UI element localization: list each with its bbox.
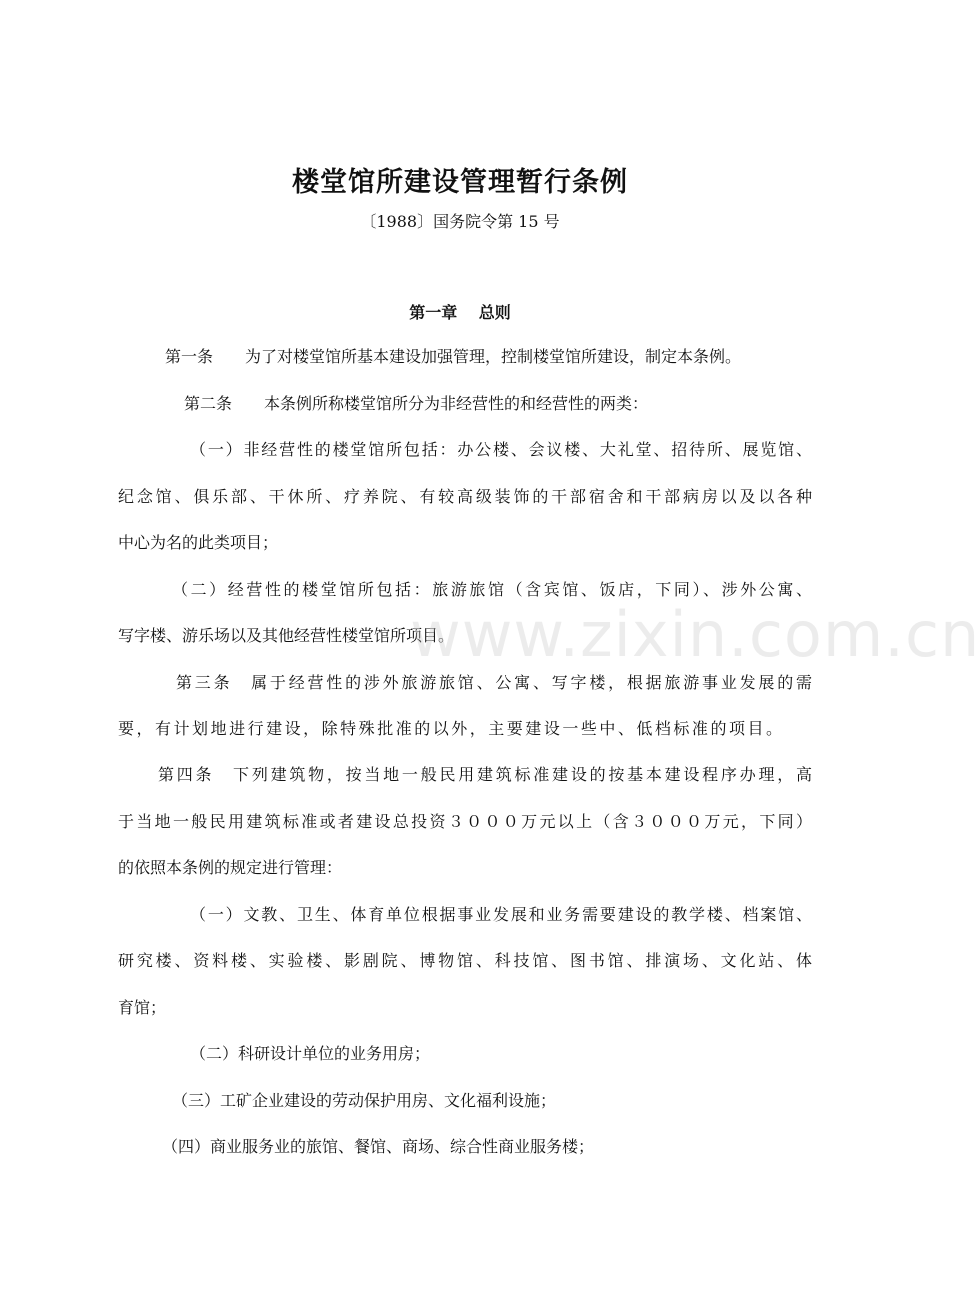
article-line: 第二条 本条例所称楼堂馆所分为非经营性的和经营性的两类： bbox=[184, 394, 649, 413]
article-line: 第三条 属于经营性的涉外旅游旅馆、公寓、写字楼，根据旅游事业发展的需 bbox=[176, 673, 812, 692]
article-line: 第一条 为了对楼堂馆所基本建设加强管理，控制楼堂馆所建设，制定本条例。 bbox=[165, 347, 742, 366]
article-line: （三）工矿企业建设的劳动保护用房、文化福利设施； bbox=[172, 1091, 557, 1110]
article-line: （二）科研设计单位的业务用房； bbox=[190, 1044, 431, 1063]
article-line: （一）文教、卫生、体育单位根据事业发展和业务需要建设的教学楼、档案馆、 bbox=[190, 905, 812, 924]
article-line: 第四条 下列建筑物，按当地一般民用建筑标准建设的按基本建设程序办理，高 bbox=[158, 765, 812, 784]
article-line: 的依照本条例的规定进行管理： bbox=[118, 858, 343, 877]
article-line: （四）商业服务业的旅馆、餐馆、商场、综合性商业服务楼； bbox=[162, 1137, 595, 1156]
article-line: （一）非经营性的楼堂馆所包括：办公楼、会议楼、大礼堂、招待所、展览馆、 bbox=[190, 440, 812, 459]
document-title: 楼堂馆所建设管理暂行条例 bbox=[292, 167, 628, 198]
article-line: 于当地一般民用建筑标准或者建设总投资３０００万元以上（含３０００万元，下同） bbox=[118, 812, 812, 831]
article-line: 纪念馆、俱乐部、干休所、疗养院、有较高级装饰的干部宿舍和干部病房以及以各种 bbox=[118, 487, 812, 506]
article-line: 研究楼、资料楼、实验楼、影剧院、博物馆、科技馆、图书馆、排演场、文化站、体 bbox=[118, 951, 812, 970]
article-line: （二）经营性的楼堂馆所包括：旅游旅馆（含宾馆、饭店，下同）、涉外公寓、 bbox=[172, 580, 812, 599]
site-watermark: www.zixin.com.cn bbox=[410, 598, 980, 671]
document-subtitle: 〔1988〕国务院令第 15 号 bbox=[360, 212, 560, 231]
article-line: 要，有计划地进行建设，除特殊批准的以外，主要建设一些中、低档标准的项目。 bbox=[118, 719, 782, 738]
chapter-heading: 第一章 总则 bbox=[409, 303, 511, 322]
article-line: 育馆； bbox=[118, 998, 167, 1017]
article-line: 中心为名的此类项目； bbox=[118, 533, 279, 552]
article-line: 写字楼、游乐场以及其他经营性楼堂馆所项目。 bbox=[118, 626, 455, 645]
